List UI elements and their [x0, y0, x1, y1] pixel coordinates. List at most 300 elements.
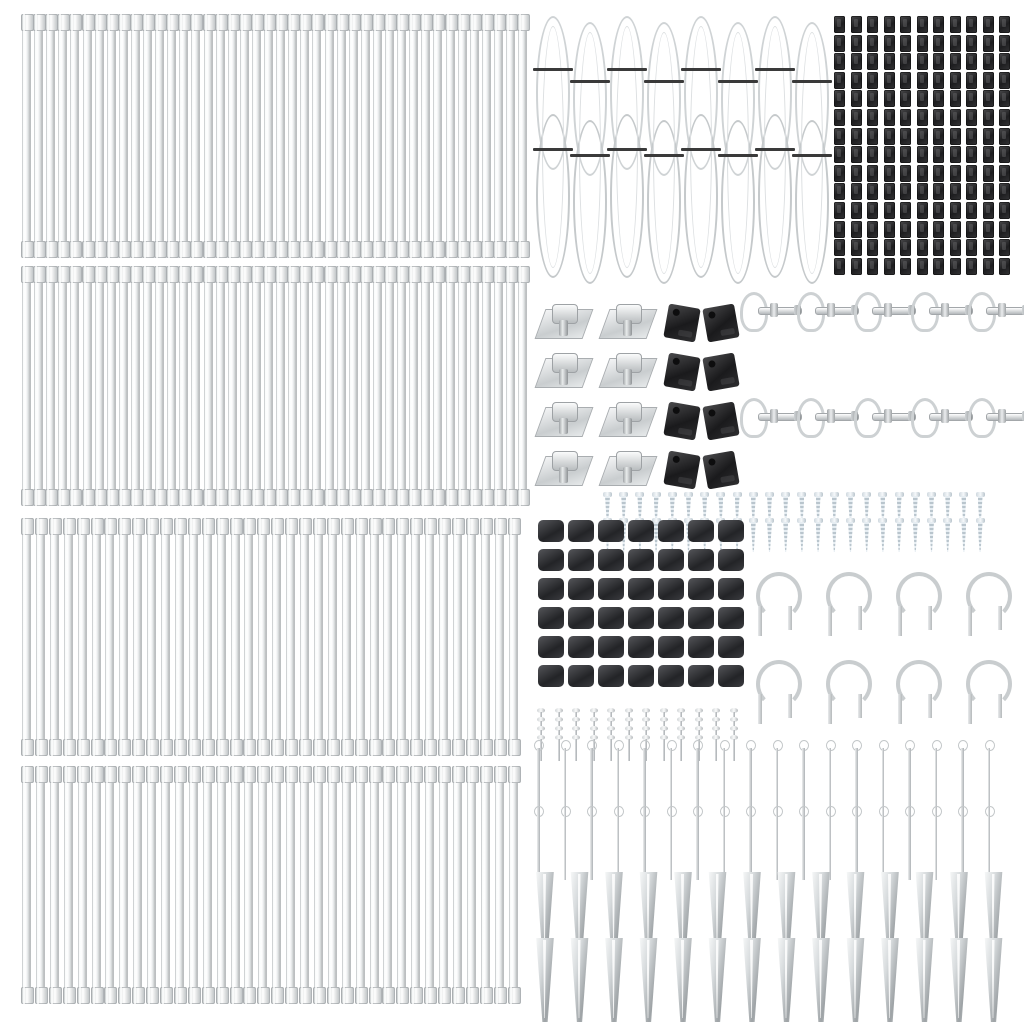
screw-thread	[880, 522, 885, 552]
pole-cap-top	[313, 766, 326, 783]
fence-clip	[999, 183, 1010, 200]
screw	[944, 518, 951, 552]
rubber-cap	[688, 665, 714, 687]
fence-clip	[834, 221, 845, 238]
fence-pole	[509, 766, 518, 1004]
screw	[928, 518, 935, 552]
fence-pole	[216, 266, 225, 506]
fence-pole	[286, 518, 295, 756]
fence-pole	[288, 14, 297, 258]
pole-cap-top	[35, 518, 48, 535]
pole-cap-top	[21, 14, 34, 31]
pole-cap-bottom	[239, 489, 252, 506]
pole-cap-top	[178, 14, 191, 31]
ground-hook	[962, 660, 1008, 724]
fence-pole	[191, 266, 200, 506]
wire-coil	[758, 16, 792, 278]
screw-thread	[961, 522, 966, 552]
pole-cap-top	[469, 266, 482, 283]
pole-cap-top	[285, 766, 298, 783]
pole-cap-bottom	[57, 241, 70, 258]
pole-cap-bottom	[202, 987, 215, 1004]
fence-clip	[900, 35, 911, 52]
pole-cap-top	[480, 518, 493, 535]
fence-pole	[312, 14, 321, 258]
fence-pole	[312, 266, 321, 506]
fence-clip	[867, 165, 878, 182]
fence-clip	[933, 221, 944, 238]
fence-pole	[439, 766, 448, 1004]
fence-pole	[95, 266, 104, 506]
hook-curve	[756, 660, 802, 708]
corner-block	[702, 352, 739, 391]
fence-clip	[933, 183, 944, 200]
screw	[798, 518, 805, 552]
small-nail	[573, 735, 579, 761]
ground-pin	[534, 740, 542, 814]
pole-cap-bottom	[166, 489, 179, 506]
pole-cap-bottom	[178, 241, 191, 258]
coil-tie	[607, 68, 647, 71]
pole-cap-bottom	[481, 489, 494, 506]
pole-cap-top	[227, 14, 240, 31]
hook-curve	[826, 660, 872, 708]
small-nail	[626, 735, 632, 761]
ground-pin-rod	[723, 748, 726, 814]
pole-cap-top	[311, 14, 324, 31]
pole-cap-top	[130, 14, 143, 31]
pole-cap-bottom	[263, 489, 276, 506]
pole-cap-bottom	[106, 489, 119, 506]
pole-cap-top	[104, 766, 117, 783]
fence-clip	[834, 35, 845, 52]
fence-clip	[900, 221, 911, 238]
fence-clip	[851, 258, 862, 275]
fence-clip	[917, 109, 928, 126]
fence-clip	[867, 128, 878, 145]
fence-clip	[966, 239, 977, 256]
fence-clip	[867, 72, 878, 89]
pole-cap-top	[396, 14, 409, 31]
ground-pin	[614, 740, 622, 814]
pole-cap-top	[341, 518, 354, 535]
pole-cap-bottom	[118, 489, 131, 506]
fence-pole	[133, 518, 142, 756]
fence-pole	[191, 14, 200, 258]
fence-clip	[867, 221, 878, 238]
ground-pin	[587, 740, 595, 814]
fence-clip	[851, 90, 862, 107]
pole-cap-top	[384, 266, 397, 283]
fence-pole	[276, 14, 285, 258]
fence-pole	[481, 518, 490, 756]
fence-clip	[999, 35, 1010, 52]
pole-cap-bottom	[21, 739, 34, 756]
ground-pin-rod	[988, 748, 991, 814]
fence-clip	[983, 53, 994, 70]
fence-clip	[950, 72, 961, 89]
ground-pin-rod	[723, 814, 726, 880]
fence-pole	[155, 14, 164, 258]
fence-clip	[950, 146, 961, 163]
pole-cap-top	[348, 14, 361, 31]
pole-cap-top	[336, 266, 349, 283]
fence-pole	[300, 766, 309, 1004]
pole-cap-top	[230, 766, 243, 783]
pole-cap-bottom	[424, 987, 437, 1004]
hook-leg	[758, 606, 762, 636]
ground-pin	[773, 740, 781, 814]
ground-pin-rod	[590, 748, 593, 814]
anchor-spike	[534, 938, 556, 1022]
ground-pin	[587, 806, 595, 880]
screw	[912, 518, 919, 552]
rubber-cap	[538, 578, 564, 600]
pole-cap-top	[336, 14, 349, 31]
ground-pin-rod	[617, 748, 620, 814]
ground-pin	[773, 806, 781, 880]
fence-pole	[276, 266, 285, 506]
pole-cap-bottom	[438, 739, 451, 756]
pole-cap-bottom	[324, 241, 337, 258]
pole-cap-top	[63, 766, 76, 783]
fence-pole	[361, 14, 370, 258]
pole-cap-top	[106, 14, 119, 31]
fence-pole	[155, 266, 164, 506]
fence-pole	[252, 14, 261, 258]
pole-cap-top	[106, 266, 119, 283]
pole-cap-top	[481, 266, 494, 283]
latch-pin	[797, 398, 857, 442]
screw-thread	[767, 522, 772, 552]
rubber-cap	[628, 636, 654, 658]
fence-pole	[300, 266, 309, 506]
rubber-cap	[568, 607, 594, 629]
screw	[815, 518, 822, 552]
pole-cap-bottom	[202, 739, 215, 756]
fence-pole	[482, 266, 491, 506]
fence-clip	[917, 258, 928, 275]
rubber-cap	[568, 636, 594, 658]
ground-pin-rod	[829, 814, 832, 880]
screw	[896, 518, 903, 552]
pole-cap-top	[21, 266, 34, 283]
pole-cap-bottom	[382, 739, 395, 756]
fence-pole	[189, 518, 198, 756]
pole-cap-bottom	[203, 489, 216, 506]
pole-cap-top	[493, 14, 506, 31]
corner-block	[663, 352, 700, 391]
pole-cap-top	[505, 266, 518, 283]
fence-pole	[328, 766, 337, 1004]
fence-pole	[411, 766, 420, 1004]
coil-tie	[681, 148, 721, 151]
fence-pole	[105, 766, 114, 1004]
fence-clip	[917, 202, 928, 219]
fence-clip	[933, 53, 944, 70]
pole-cap-bottom	[384, 489, 397, 506]
pole-cap-top	[508, 766, 521, 783]
fence-clip	[950, 53, 961, 70]
fence-pole	[425, 518, 434, 756]
fence-clip	[884, 183, 895, 200]
fence-pole	[385, 266, 394, 506]
fence-clip	[933, 90, 944, 107]
screw-thread	[799, 522, 804, 552]
fence-pole	[240, 14, 249, 258]
pole-cap-bottom	[445, 241, 458, 258]
hook-leg-short	[998, 694, 1002, 718]
fence-clip	[999, 239, 1010, 256]
pole-cap-bottom	[146, 739, 159, 756]
fence-pole	[143, 266, 152, 506]
nail-shaft	[610, 739, 612, 761]
latch-pin	[968, 398, 1024, 442]
fence-clip	[900, 183, 911, 200]
pole-cap-bottom	[251, 489, 264, 506]
fence-pole	[356, 518, 365, 756]
pole-cap-bottom	[130, 241, 143, 258]
fence-clip	[851, 53, 862, 70]
fence-clip	[834, 109, 845, 126]
pole-cap-top	[517, 14, 530, 31]
hook-leg-short	[858, 606, 862, 630]
bracket-bolt	[623, 320, 632, 336]
rubber-cap	[658, 636, 684, 658]
fence-pole	[147, 766, 156, 1004]
pole-cap-bottom	[203, 241, 216, 258]
anchor-spike	[569, 938, 591, 1022]
pole-cap-bottom	[94, 241, 107, 258]
hook-leg	[758, 694, 762, 724]
pole-cap-bottom	[424, 739, 437, 756]
fence-clip	[983, 183, 994, 200]
pole-cap-bottom	[369, 739, 382, 756]
screw-thread	[864, 522, 869, 552]
pole-cap-bottom	[257, 987, 270, 1004]
pole-cap-top	[438, 766, 451, 783]
screw	[977, 518, 984, 552]
pole-cap-bottom	[142, 241, 155, 258]
fence-pole	[36, 766, 45, 1004]
pole-cap-bottom	[355, 987, 368, 1004]
ground-pin	[799, 806, 807, 880]
corner-block	[702, 401, 739, 440]
pole-cap-top	[263, 266, 276, 283]
fence-pole	[325, 14, 334, 258]
fence-pole	[204, 266, 213, 506]
fence-pole	[92, 766, 101, 1004]
pole-cap-top	[517, 266, 530, 283]
fence-clip	[933, 258, 944, 275]
fence-pole	[83, 14, 92, 258]
pole-cap-top	[216, 518, 229, 535]
fence-pole	[446, 266, 455, 506]
rubber-cap	[598, 578, 624, 600]
fence-pole	[228, 14, 237, 258]
screw	[863, 518, 870, 552]
pole-cap-top	[494, 766, 507, 783]
pole-cap-top	[469, 14, 482, 31]
ground-pin	[667, 806, 675, 880]
fence-clip	[999, 146, 1010, 163]
pole-cap-bottom	[174, 739, 187, 756]
fence-pole	[36, 518, 45, 756]
fence-clip	[917, 146, 928, 163]
corner-block	[702, 303, 739, 342]
wire-coil	[795, 22, 829, 284]
pole-cap-top	[355, 766, 368, 783]
rubber-cap	[568, 520, 594, 542]
pole-cap-top	[432, 14, 445, 31]
pole-cap-bottom	[341, 987, 354, 1004]
pole-cap-bottom	[285, 739, 298, 756]
fence-pole	[397, 518, 406, 756]
pole-cap-top	[410, 766, 423, 783]
pole-cap-bottom	[188, 739, 201, 756]
pole-cap-bottom	[263, 241, 276, 258]
fence-pole	[495, 766, 504, 1004]
pole-cap-bottom	[243, 739, 256, 756]
fence-clip	[917, 35, 928, 52]
ground-pin-rod	[776, 814, 779, 880]
coil-tie	[755, 148, 795, 151]
pole-cap-bottom	[438, 987, 451, 1004]
ground-pin-rod	[749, 814, 752, 880]
ground-pin-rod	[537, 814, 540, 880]
latch-nut	[770, 409, 778, 423]
fence-pole	[119, 14, 128, 258]
pole-cap-bottom	[166, 241, 179, 258]
pole-cap-top	[420, 14, 433, 31]
pole-cap-top	[239, 14, 252, 31]
pole-cap-bottom	[215, 489, 228, 506]
fence-clip	[867, 202, 878, 219]
pole-cap-top	[166, 14, 179, 31]
fence-pole	[325, 266, 334, 506]
coil-inner-loop	[727, 32, 749, 274]
fence-pole	[373, 266, 382, 506]
pole-cap-top	[299, 766, 312, 783]
fence-pole	[131, 266, 140, 506]
pole-cap-bottom	[457, 241, 470, 258]
fence-pole	[34, 266, 43, 506]
pole-cap-top	[432, 266, 445, 283]
fence-clip	[983, 165, 994, 182]
fence-clip	[900, 239, 911, 256]
coil-inner-loop	[690, 26, 712, 268]
small-nail	[731, 735, 737, 761]
pole-cap-bottom	[35, 987, 48, 1004]
ground-pin	[879, 806, 887, 880]
fence-clip	[999, 258, 1010, 275]
latch-pin	[854, 398, 914, 442]
fence-clip	[966, 128, 977, 145]
ground-pin	[958, 806, 966, 880]
fence-pole	[425, 766, 434, 1004]
fence-pole	[92, 518, 101, 756]
fence-clip	[983, 72, 994, 89]
latch-nut	[998, 409, 1006, 423]
rubber-cap	[718, 636, 744, 658]
pole-cap-bottom	[452, 739, 465, 756]
fence-pole	[161, 518, 170, 756]
fence-clip	[966, 35, 977, 52]
pole-cap-top	[146, 766, 159, 783]
ground-pin	[640, 806, 648, 880]
fence-pole	[167, 266, 176, 506]
ground-hook	[752, 572, 798, 636]
pole-cap-bottom	[146, 987, 159, 1004]
pole-cap-top	[360, 14, 373, 31]
pole-cap-bottom	[271, 987, 284, 1004]
ground-pin	[720, 806, 728, 880]
nail-shaft	[663, 739, 665, 761]
fence-clip	[950, 16, 961, 33]
rubber-cap	[718, 578, 744, 600]
corner-block	[702, 450, 739, 489]
rubber-cap	[568, 549, 594, 571]
fence-clip	[834, 202, 845, 219]
pole-cap-bottom	[313, 739, 326, 756]
pole-cap-top	[160, 518, 173, 535]
pole-cap-top	[251, 14, 264, 31]
fence-pole	[22, 266, 31, 506]
fence-clip	[983, 35, 994, 52]
fence-clip	[851, 109, 862, 126]
fence-clip	[851, 72, 862, 89]
ground-pin-rod	[961, 748, 964, 814]
fence-pole	[356, 766, 365, 1004]
fence-clip	[917, 165, 928, 182]
fence-clip	[851, 239, 862, 256]
screw-thread	[913, 522, 918, 552]
latch-nut	[827, 409, 835, 423]
pole-cap-top	[69, 14, 82, 31]
rubber-cap	[538, 520, 564, 542]
pole-cap-top	[327, 518, 340, 535]
rubber-cap	[538, 607, 564, 629]
ground-pin	[985, 740, 993, 814]
pole-cap-bottom	[35, 739, 48, 756]
fence-clip	[900, 258, 911, 275]
fence-pole	[240, 266, 249, 506]
fence-pole	[244, 766, 253, 1004]
fence-clip	[867, 239, 878, 256]
pole-cap-bottom	[216, 987, 229, 1004]
pole-cap-bottom	[493, 241, 506, 258]
ground-pin	[985, 806, 993, 880]
fence-clip	[966, 16, 977, 33]
latch-nut	[827, 303, 835, 317]
pole-cap-top	[384, 14, 397, 31]
rubber-cap	[658, 665, 684, 687]
anchor-spike	[845, 938, 867, 1022]
fence-clip	[966, 221, 977, 238]
pole-cap-top	[215, 266, 228, 283]
rubber-cap	[628, 578, 654, 600]
fence-pole	[264, 14, 273, 258]
pole-cap-bottom	[299, 739, 312, 756]
pole-cap-bottom	[341, 739, 354, 756]
anchor-spike	[948, 938, 970, 1022]
anchor-spike	[741, 938, 763, 1022]
coil-tie	[570, 80, 610, 83]
pole-cap-bottom	[257, 739, 270, 756]
hook-curve	[966, 572, 1012, 620]
pole-cap-bottom	[508, 739, 521, 756]
coil-inner-loop	[801, 32, 823, 274]
